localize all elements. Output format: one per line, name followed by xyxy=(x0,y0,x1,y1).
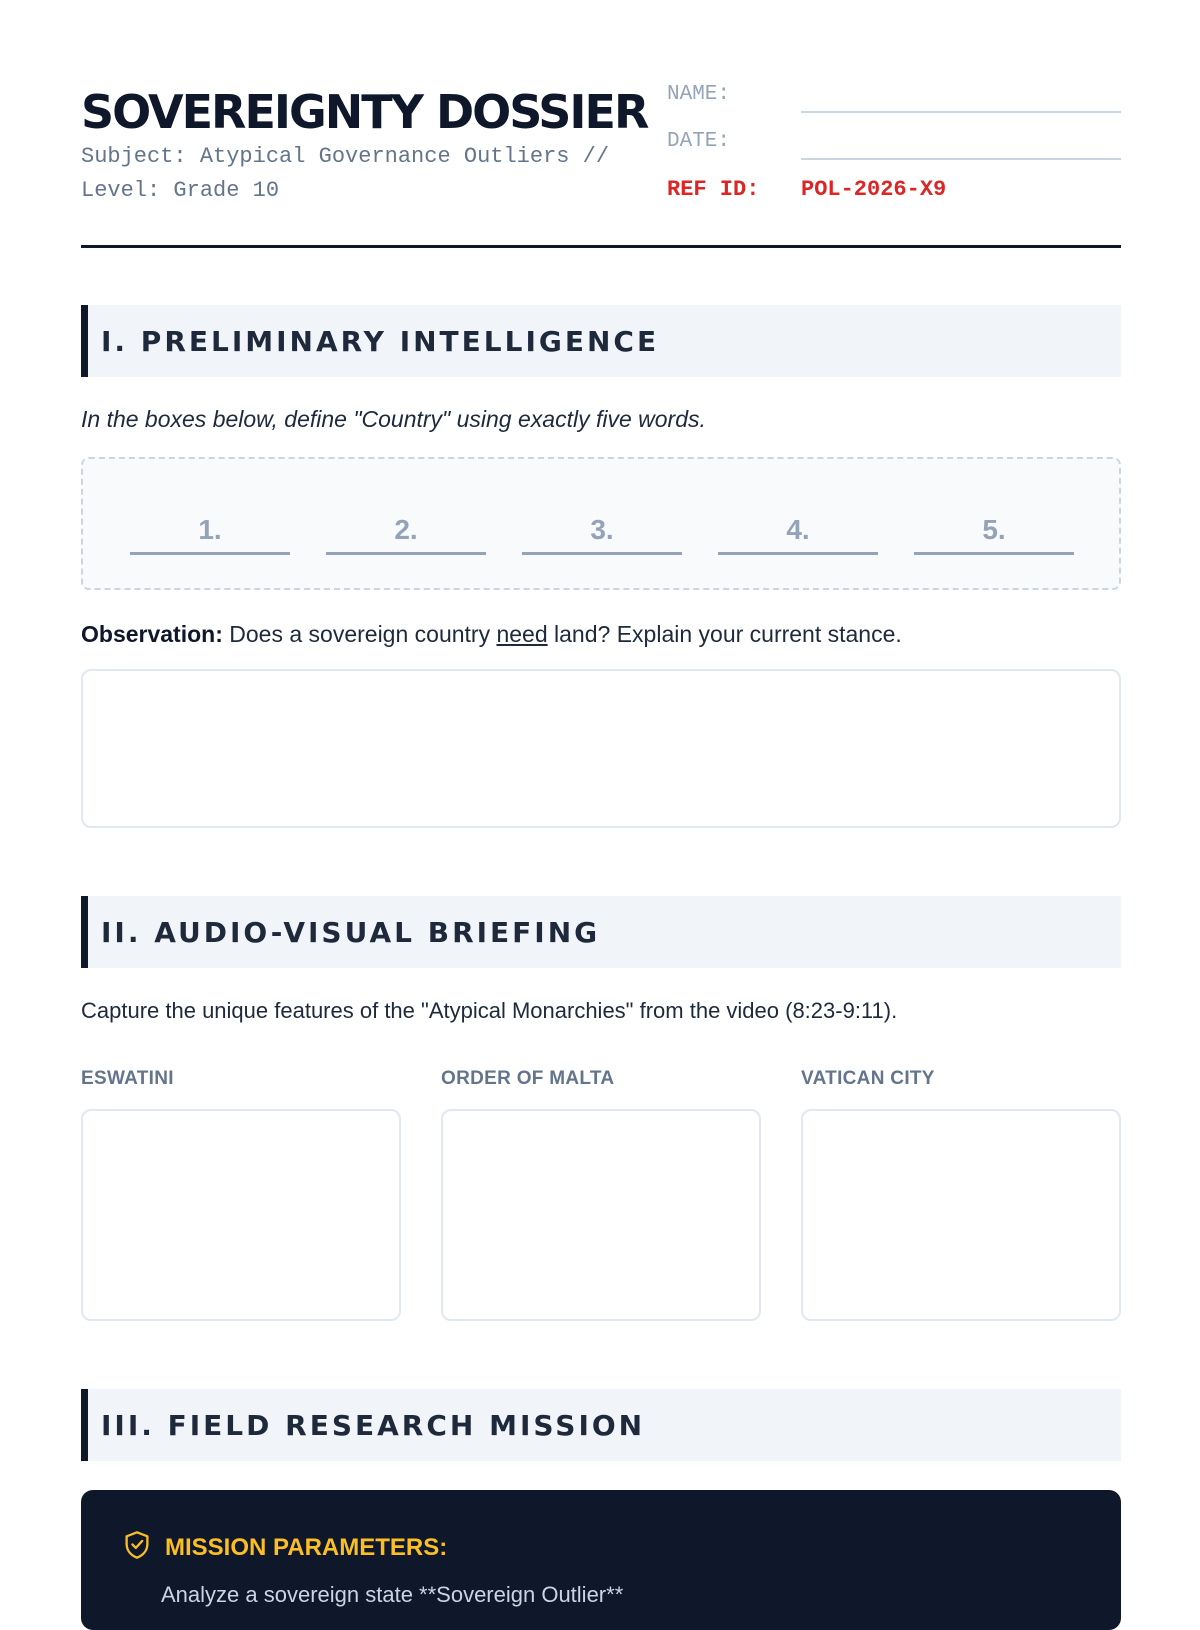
observation-label: Observation: xyxy=(81,621,223,647)
mission-parameter-line: Analyze a sovereign state **Sovereign Outlier** xyxy=(161,1582,624,1607)
word-slot-4[interactable]: 4. xyxy=(718,514,878,555)
section-1-heading: I. PRELIMINARY INTELLIGENCE xyxy=(81,305,1121,377)
date-label: DATE: xyxy=(667,130,731,153)
subject-line: Subject: Atypical Governance Outliers // Level: Grade 10 xyxy=(81,144,610,203)
column-label-eswatini: ESWATINI xyxy=(81,1068,174,1089)
word-slot-2[interactable]: 2. xyxy=(326,514,486,555)
briefing-instruction: Capture the unique features of the "Atypical Monarchies" from the video (8:23-9:11). xyxy=(81,998,898,1023)
order-of-malta-notes-box[interactable] xyxy=(441,1109,761,1321)
definition-instruction: In the boxes below, define "Country" using exactly five words. xyxy=(81,406,706,432)
name-row xyxy=(667,80,1121,127)
mission-header xyxy=(123,1530,447,1565)
word-slot-5[interactable]: 5. xyxy=(914,514,1074,555)
section-3-heading: III. FIELD RESEARCH MISSION xyxy=(81,1389,1121,1461)
date-row xyxy=(667,127,1121,174)
worksheet-page xyxy=(81,0,1121,1607)
column-label-order-of-malta: ORDER OF MALTA xyxy=(441,1068,615,1089)
word-slot-3[interactable]: 3. xyxy=(522,514,682,555)
ref-id-label: REF ID: xyxy=(667,177,760,202)
mission-title: MISSION PARAMETERS: xyxy=(165,1533,448,1561)
observation-answer-box[interactable] xyxy=(81,669,1121,828)
shield-check-icon xyxy=(123,1530,151,1565)
dossier-title: SOVEREIGNTY DOSSIER xyxy=(81,85,648,139)
ref-id-value: POL-2026-X9 xyxy=(801,177,947,202)
name-label: NAME: xyxy=(667,83,731,106)
student-meta xyxy=(667,80,1121,202)
section-2-heading: II. AUDIO-VISUAL BRIEFING xyxy=(81,896,1121,968)
mission-panel xyxy=(81,1490,1121,1630)
observation-text-post: land? Explain your current stance. xyxy=(554,621,902,647)
column-label-vatican-city: VATICAN CITY xyxy=(801,1068,935,1089)
word-slot-1[interactable]: 1. xyxy=(130,514,290,555)
vatican-city-notes-box[interactable] xyxy=(801,1109,1121,1321)
observation-emphasis: need xyxy=(496,621,548,647)
name-field[interactable] xyxy=(801,111,1121,113)
observation-text-pre: Does a sovereign country xyxy=(229,621,491,647)
observation-prompt xyxy=(81,621,902,648)
eswatini-notes-box[interactable] xyxy=(81,1109,401,1321)
five-word-box xyxy=(81,457,1121,590)
header-divider xyxy=(81,245,1121,248)
date-field[interactable] xyxy=(801,158,1121,160)
